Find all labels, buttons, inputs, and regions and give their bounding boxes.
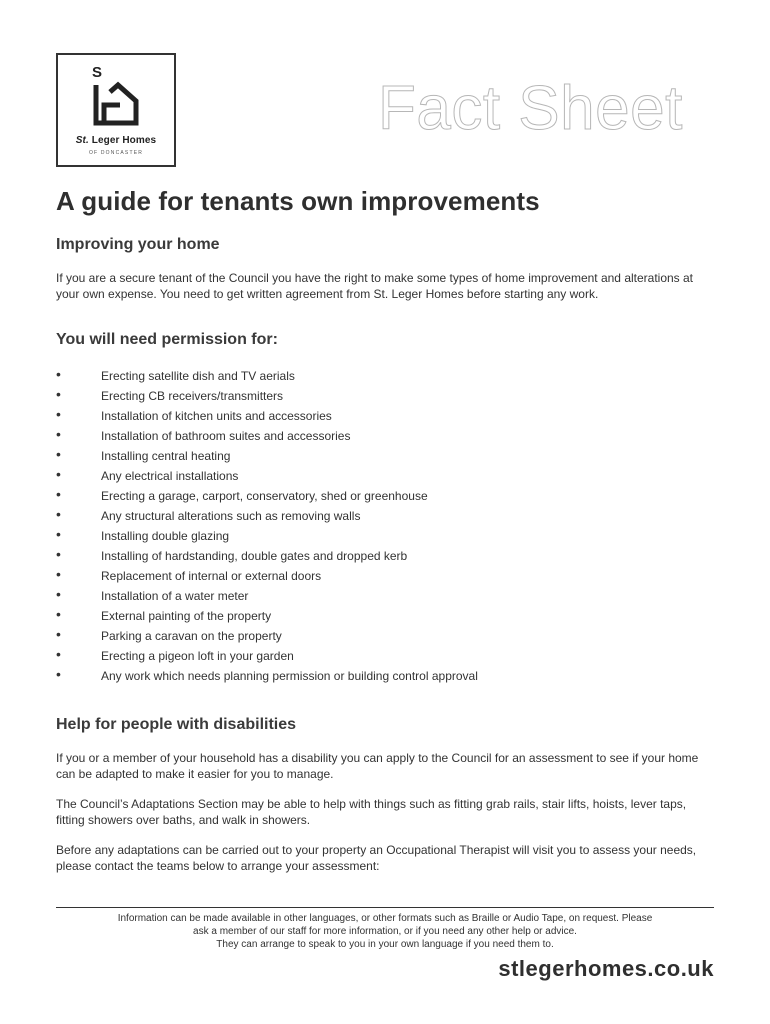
list-item — [56, 368, 716, 388]
bullet-icon: • — [56, 586, 61, 602]
disabilities-paragraph-3: Before any adaptations can be carried out to your property an Occupational Therapist will visit you to assess your needs, please contact the teams below to arrange your assessment: — [56, 843, 697, 873]
logo-subtitle: OF DONCASTER — [88, 150, 144, 156]
list-item-text: Installation of a water meter — [101, 589, 249, 603]
disabilities-paragraph-2: The Council’s Adaptations Section may be able to help with things such as fitting grab rails, stair lifts, hoists, lever taps, fitting showers over baths, and walk in showers. — [56, 797, 687, 827]
list-item — [56, 388, 716, 408]
list-item — [56, 608, 716, 628]
list-item-text: Replacement of internal or external doors — [101, 569, 322, 583]
list-item-text: Installation of kitchen units and accessories — [101, 409, 332, 423]
list-item-text: Erecting satellite dish and TV aerials — [101, 369, 295, 383]
bullet-icon: • — [56, 426, 61, 442]
list-item-text: Any work which needs planning permission or building control approval — [101, 669, 478, 683]
bullet-icon: • — [56, 386, 61, 402]
list-item — [56, 408, 716, 428]
st-leger-homes-logo — [56, 53, 176, 167]
list-item-text: Erecting a garage, carport, conservatory, shed or greenhouse — [101, 489, 428, 503]
house-logo-icon — [88, 61, 148, 129]
list-item-text: Erecting a pigeon loft in your garden — [101, 649, 294, 663]
page-title: A guide for tenants own improvements — [56, 186, 540, 216]
bullet-icon: • — [56, 606, 61, 622]
logo-name — [58, 135, 174, 146]
bullet-icon: • — [56, 666, 61, 682]
list-item — [56, 488, 716, 508]
section-heading-permission: You will need permission for: — [56, 331, 278, 348]
list-item-text: Installing double glazing — [101, 529, 230, 543]
logo-name-rest: Leger Homes — [88, 135, 157, 146]
list-item — [56, 648, 716, 668]
list-item-text: Any structural alterations such as removing walls — [101, 509, 361, 523]
bullet-icon: • — [56, 546, 61, 562]
list-item — [56, 668, 716, 688]
bullet-icon: • — [56, 506, 61, 522]
list-item-text: Any electrical installations — [101, 469, 239, 483]
list-item-text: Installing of hardstanding, double gates and dropped kerb — [101, 549, 408, 563]
footer-line: Information can be made available in other languages, or other formats such as Braille or Audio Tape, on request. Please — [117, 913, 653, 924]
footer-note — [56, 912, 714, 951]
fact-sheet-banner: Fact Sheet — [378, 74, 683, 143]
bullet-icon: • — [56, 406, 61, 422]
permission-list — [56, 368, 716, 688]
section-heading-improving: Improving your home — [56, 236, 220, 253]
list-item — [56, 448, 716, 468]
bullet-icon: • — [56, 646, 61, 662]
section-heading-disabilities: Help for people with disabilities — [56, 716, 297, 733]
list-item — [56, 628, 716, 648]
list-item-text: Erecting CB receivers/transmitters — [101, 389, 284, 403]
logo-name-italic: St. — [75, 135, 89, 146]
bullet-icon: • — [56, 626, 61, 642]
list-item — [56, 568, 716, 588]
footer-divider — [56, 907, 714, 908]
footer-line: They can arrange to speak to you in your own language if you need them to. — [216, 939, 554, 950]
logo-initial: S — [92, 64, 103, 81]
list-item — [56, 508, 716, 528]
bullet-icon: • — [56, 526, 61, 542]
list-item-text: Installation of bathroom suites and accessories — [101, 429, 351, 443]
bullet-icon: • — [56, 366, 61, 382]
website-url: stlegerhomes.co.uk — [498, 956, 714, 981]
footer-line: ask a member of our staff for more information, or if you need any other help or advice. — [193, 926, 577, 937]
bullet-icon: • — [56, 446, 61, 462]
bullet-icon: • — [56, 466, 61, 482]
disabilities-paragraph-1: If you or a member of your household has a disability you can apply to the Council for an assessment to see if your home can be adapted to make it easier for you to manage. — [56, 751, 699, 781]
bullet-icon: • — [56, 566, 61, 582]
list-item — [56, 468, 716, 488]
improving-paragraph: If you are a secure tenant of the Council you have the right to make some types of home improvement and alterations at your own expense. You need to get written agreement from St. Leger Homes before starting any work. — [56, 271, 694, 301]
list-item — [56, 548, 716, 568]
bullet-icon: • — [56, 486, 61, 502]
list-item — [56, 428, 716, 448]
list-item — [56, 528, 716, 548]
list-item-text: External painting of the property — [101, 609, 272, 623]
list-item-text: Parking a caravan on the property — [101, 629, 282, 643]
list-item-text: Installing central heating — [101, 449, 231, 463]
list-item — [56, 588, 716, 608]
